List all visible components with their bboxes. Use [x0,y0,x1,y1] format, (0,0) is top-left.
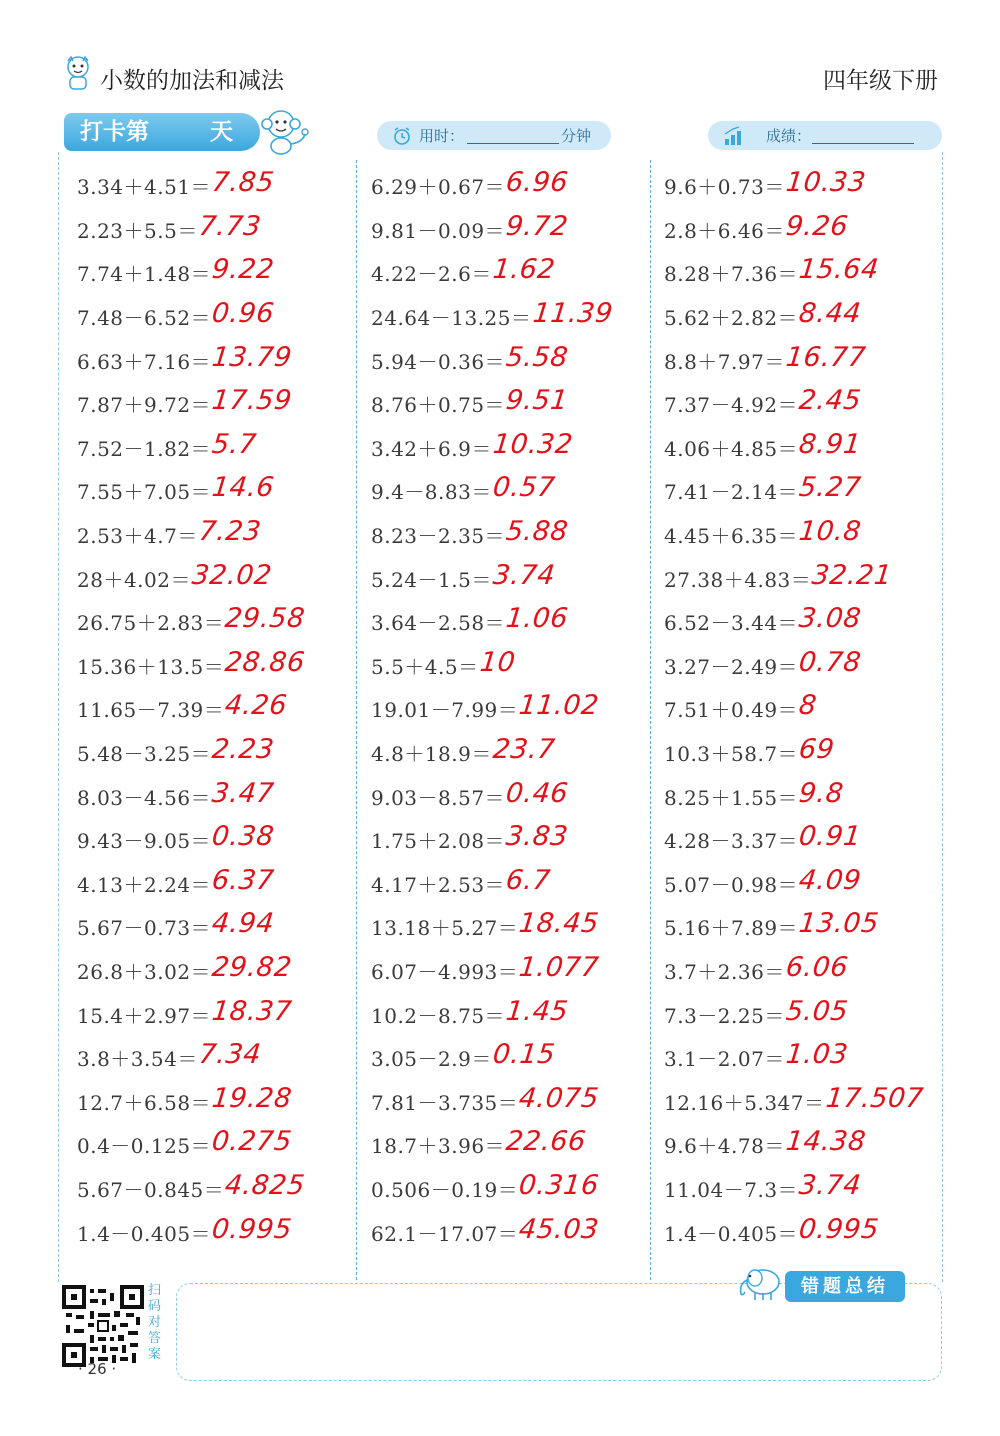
handwritten-answer[interactable]: 1.06 [504,603,570,635]
time-unit: 分钟 [561,127,592,145]
handwritten-answer[interactable]: 4.94 [210,908,276,940]
page-title: 小数的加法和减法 [100,68,284,94]
handwritten-answer[interactable]: 6.37 [210,864,276,896]
problem-text: 7.74＋1.48＝ [77,262,212,287]
problem-text: 6.29＋0.67＝ [371,175,506,200]
handwritten-answer[interactable]: 5.27 [797,472,863,504]
handwritten-answer[interactable]: 19.28 [210,1082,294,1114]
problem-text: 7.41－2.14＝ [664,480,799,505]
problem-row [664,1079,954,1123]
problem-text: 7.52－1.82＝ [77,436,212,461]
problem-row [371,382,661,426]
handwritten-answer[interactable]: 10 [477,646,517,678]
problem-row [664,513,954,557]
problem-row [371,1167,661,1211]
problem-row [371,338,661,382]
problem-text: 9.03－8.57＝ [371,785,506,810]
problem-row [664,687,954,731]
problem-text: 27.38＋4.83＝ [664,567,812,592]
handwritten-answer[interactable]: 5.58 [504,341,570,373]
handwritten-answer[interactable]: 13.79 [210,341,294,373]
problem-text: 1.75＋2.08＝ [371,829,506,854]
problem-text: 24.64－13.25＝ [371,306,532,331]
problem-row [664,992,954,1036]
problem-row [371,862,661,906]
handwritten-answer[interactable]: 0.995 [797,1213,881,1245]
handwritten-answer[interactable]: 8 [797,690,819,722]
handwritten-answer[interactable]: 16.77 [784,341,868,373]
grade-label: 四年级下册 [823,68,938,94]
handwritten-answer[interactable]: 9.51 [504,385,570,417]
monkey-icon [255,104,311,156]
problem-row [371,1036,661,1080]
handwritten-answer[interactable]: 29.58 [223,603,307,635]
clock-icon [392,126,412,146]
handwritten-answer[interactable]: 4.26 [223,690,290,722]
problem-text: 4.8＋18.9＝ [371,742,492,767]
score-field [708,121,942,150]
handwritten-answer[interactable]: 23.7 [491,734,557,766]
problem-row [664,1036,954,1080]
problem-text: 7.81－3.735＝ [371,1090,519,1115]
problem-row [664,600,954,644]
problem-text: 9.6＋4.78＝ [664,1134,785,1159]
handwritten-answer[interactable]: 0.46 [504,777,570,809]
problem-text: 4.28－3.37＝ [664,829,799,854]
handwritten-answer[interactable]: 0.38 [210,821,276,853]
problem-row [77,295,367,339]
problem-row [77,949,367,993]
handwritten-answer[interactable]: 22.66 [504,1126,588,1158]
problem-text: 8.28＋7.36＝ [664,262,799,287]
problem-row [371,1123,661,1167]
problem-text: 13.18＋5.27＝ [371,916,519,941]
handwritten-answer[interactable]: 15.64 [797,254,881,286]
problem-row [664,251,954,295]
handwritten-answer[interactable]: 9.22 [210,254,276,286]
problem-row [664,208,954,252]
problem-row [77,251,367,295]
problem-text: 4.22－2.6＝ [371,262,492,287]
problem-text: 7.48－6.52＝ [77,306,212,331]
problem-text: 5.62＋2.82＝ [664,306,799,331]
problem-text: 5.67－0.845＝ [77,1177,225,1202]
problem-text: 2.8＋6.46＝ [664,218,785,243]
problem-text: 8.8＋7.97＝ [664,349,785,374]
problem-row [77,513,367,557]
problem-text: 6.07－4.993＝ [371,959,519,984]
problem-row [77,862,367,906]
problem-text: 26.8＋3.02＝ [77,959,212,984]
time-label: 用时： [419,127,465,145]
problem-text: 18.7＋3.96＝ [371,1134,506,1159]
problem-text: 4.17＋2.53＝ [371,872,506,897]
handwritten-answer[interactable]: 4.09 [797,864,863,896]
problem-text: 15.4＋2.97＝ [77,1003,212,1028]
qr-code[interactable] [62,1285,144,1367]
handwritten-answer[interactable]: 3.74 [491,559,557,591]
problem-text: 19.01－7.99＝ [371,698,519,723]
problem-text: 0.4－0.125＝ [77,1134,212,1159]
handwritten-answer[interactable]: 14.38 [784,1126,868,1158]
problem-text: 11.04－7.3＝ [664,1177,799,1202]
problem-row [664,1210,954,1254]
handwritten-answer[interactable]: 69 [797,734,837,766]
problem-row [77,469,367,513]
handwritten-answer[interactable]: 5.88 [504,516,570,548]
problem-row [664,382,954,426]
problem-row [371,513,661,557]
problem-row [664,949,954,993]
handwritten-answer[interactable]: 1.45 [504,995,570,1027]
problem-column-2 [371,164,661,1254]
problem-text: 3.05－2.9＝ [371,1047,492,1072]
mascot-icon [62,55,94,91]
checkin-badge [64,113,260,151]
problem-row [77,992,367,1036]
checkin-label: 打卡第 [80,119,149,145]
problem-row [371,949,661,993]
handwritten-answer[interactable]: 5.05 [784,995,850,1027]
problem-row [664,774,954,818]
problem-column-3 [664,164,954,1254]
problem-row [77,382,367,426]
problem-row [77,1079,367,1123]
problem-text: 4.45＋6.35＝ [664,524,799,549]
problem-text: 28＋4.02＝ [77,567,191,592]
handwritten-answer[interactable]: 10.33 [784,167,868,199]
handwritten-answer[interactable]: 3.47 [210,777,276,809]
problem-row [77,600,367,644]
handwritten-answer[interactable]: 7.85 [210,167,276,199]
problem-row [664,295,954,339]
problem-text: 1.4－0.405＝ [664,1221,799,1246]
handwritten-answer[interactable]: 3.74 [797,1169,863,1201]
problem-row [371,208,661,252]
handwritten-answer[interactable]: 0.275 [210,1126,294,1158]
handwritten-answer[interactable]: 7.73 [197,210,263,242]
handwritten-answer[interactable]: 3.08 [797,603,863,635]
handwritten-answer[interactable]: 2.23 [210,734,276,766]
problem-text: 5.48－3.25＝ [77,742,212,767]
problem-row [371,1079,661,1123]
problem-text: 7.55＋7.05＝ [77,480,212,505]
problem-text: 5.07－0.98＝ [664,872,799,897]
problem-row [77,774,367,818]
problem-row [77,338,367,382]
handwritten-answer[interactable]: 10.32 [491,428,575,460]
handwritten-answer[interactable]: 0.96 [210,298,276,330]
problem-row [371,556,661,600]
problem-text: 3.42＋6.9＝ [371,436,492,461]
problem-text: 7.3－2.25＝ [664,1003,785,1028]
problem-text: 15.36＋13.5＝ [77,654,225,679]
score-label: 成绩： [766,127,812,145]
handwritten-answer[interactable]: 9.8 [797,777,846,809]
frame-border-left [58,152,59,1282]
problem-text: 4.06＋4.85＝ [664,436,799,461]
handwritten-answer[interactable]: 11.02 [517,690,601,722]
problem-row [371,1210,661,1254]
page-number: · 26 · [78,1360,117,1378]
problem-text: 9.81－0.09＝ [371,218,506,243]
problem-row [664,1123,954,1167]
problem-column-1 [77,164,367,1254]
problem-text: 62.1－17.07＝ [371,1221,519,1246]
problem-row [371,600,661,644]
handwritten-answer[interactable]: 18.37 [210,995,294,1027]
elephant-icon [733,1262,789,1302]
problem-row [371,905,661,949]
problem-text: 8.03－4.56＝ [77,785,212,810]
handwritten-answer[interactable]: 5.7 [210,428,259,460]
problem-text: 3.7＋2.36＝ [664,959,785,984]
handwritten-answer[interactable]: 1.03 [784,1039,850,1071]
problem-text: 6.63＋7.16＝ [77,349,212,374]
problem-text: 12.16＋5.347＝ [664,1090,825,1115]
handwritten-answer[interactable]: 6.96 [504,167,570,199]
problem-row [77,556,367,600]
time-blank[interactable] [467,143,559,144]
problem-row [371,295,661,339]
handwritten-answer[interactable]: 2.45 [797,385,863,417]
problem-text: 3.1－2.07＝ [664,1047,785,1072]
problem-text: 3.27－2.49＝ [664,654,799,679]
problem-row [371,774,661,818]
problem-text: 6.52－3.44＝ [664,611,799,636]
handwritten-answer[interactable]: 3.83 [504,821,570,853]
handwritten-answer[interactable]: 9.26 [784,210,850,242]
handwritten-answer[interactable]: 32.02 [190,559,274,591]
handwritten-answer[interactable]: 29.82 [210,951,294,983]
checkin-day: 天 [210,119,233,145]
handwritten-answer[interactable]: 45.03 [517,1213,601,1245]
handwritten-answer[interactable]: 0.91 [797,821,863,853]
problem-text: 9.4－8.83＝ [371,480,492,505]
handwritten-answer[interactable]: 0.995 [210,1213,294,1245]
problem-text: 2.23＋5.5＝ [77,218,198,243]
handwritten-answer[interactable]: 1.077 [517,951,601,983]
handwritten-answer[interactable]: 6.06 [784,951,850,983]
problem-text: 1.4－0.405＝ [77,1221,212,1246]
problem-row [371,426,661,470]
handwritten-answer[interactable]: 28.86 [223,646,307,678]
handwritten-answer[interactable]: 9.72 [504,210,570,242]
qr-caption: 扫码对答案 [148,1283,162,1362]
handwritten-answer[interactable]: 8.44 [797,298,863,330]
handwritten-answer[interactable]: 8.91 [797,428,863,460]
problem-text: 5.94－0.36＝ [371,349,506,374]
handwritten-answer[interactable]: 14.6 [210,472,276,504]
problem-text: 7.51＋0.49＝ [664,698,799,723]
handwritten-answer[interactable]: 17.507 [823,1082,925,1114]
problem-row [77,1167,367,1211]
problem-row [664,1167,954,1211]
problem-text: 8.23－2.35＝ [371,524,506,549]
handwritten-answer[interactable]: 1.62 [491,254,557,286]
time-field [377,121,611,150]
handwritten-answer[interactable]: 6.7 [504,864,553,896]
handwritten-answer[interactable]: 10.8 [797,516,863,548]
problem-row [77,644,367,688]
problem-text: 10.3＋58.7＝ [664,742,799,767]
problem-row [77,731,367,775]
problem-text: 5.16＋7.89＝ [664,916,799,941]
mistake-summary-label: 错题总结 [785,1271,905,1302]
handwritten-answer[interactable]: 17.59 [210,385,294,417]
handwritten-answer[interactable]: 18.45 [517,908,601,940]
handwritten-answer[interactable]: 0.78 [797,646,863,678]
handwritten-answer[interactable]: 0.57 [491,472,557,504]
problem-row [77,164,367,208]
problem-text: 12.7＋6.58＝ [77,1090,212,1115]
problem-text: 5.67－0.73＝ [77,916,212,941]
problem-row [664,644,954,688]
problem-text: 7.37－4.92＝ [664,393,799,418]
problem-row [77,818,367,862]
problem-text: 9.6＋0.73＝ [664,175,785,200]
problem-row [77,1210,367,1254]
problem-row [371,818,661,862]
problem-row [77,1123,367,1167]
handwritten-answer[interactable]: 32.21 [810,559,894,591]
problem-row [664,469,954,513]
problem-text: 2.53＋4.7＝ [77,524,198,549]
problem-row [371,992,661,1036]
problem-row [664,556,954,600]
problem-row [664,905,954,949]
problem-row [371,731,661,775]
problem-row [77,426,367,470]
problem-text: 3.8＋3.54＝ [77,1047,198,1072]
problem-row [664,426,954,470]
problem-text: 26.75＋2.83＝ [77,611,225,636]
score-blank[interactable] [812,143,914,144]
problem-row [371,164,661,208]
problem-text: 10.2－8.75＝ [371,1003,506,1028]
problem-row [371,251,661,295]
problem-text: 11.65－7.39＝ [77,698,225,723]
handwritten-answer[interactable]: 0.316 [517,1169,601,1201]
problem-text: 3.64－2.58＝ [371,611,506,636]
problem-text: 9.43－9.05＝ [77,829,212,854]
chart-icon [723,126,743,146]
problem-text: 4.13＋2.24＝ [77,872,212,897]
problem-row [664,818,954,862]
handwritten-answer[interactable]: 4.075 [517,1082,601,1114]
problem-text: 8.25＋1.55＝ [664,785,799,810]
problem-text: 5.5＋4.5＝ [371,654,479,679]
problem-row [77,1036,367,1080]
handwritten-answer[interactable]: 13.05 [797,908,881,940]
handwritten-answer[interactable]: 11.39 [530,298,614,330]
handwritten-answer[interactable]: 0.15 [491,1039,557,1071]
problem-row [77,208,367,252]
handwritten-answer[interactable]: 4.825 [223,1169,307,1201]
problem-row [664,164,954,208]
problem-text: 5.24－1.5＝ [371,567,492,592]
problem-row [77,687,367,731]
problem-row [77,905,367,949]
problem-row [371,469,661,513]
problem-text: 8.76＋0.75＝ [371,393,506,418]
handwritten-answer[interactable]: 7.34 [197,1039,263,1071]
problem-text: 3.34＋4.51＝ [77,175,212,200]
problem-text: 0.506－0.19＝ [371,1177,519,1202]
problem-row [664,862,954,906]
problem-row [371,644,661,688]
problem-text: 7.87＋9.72＝ [77,393,212,418]
problem-row [664,338,954,382]
handwritten-answer[interactable]: 7.23 [197,516,263,548]
problem-row [371,687,661,731]
problem-row [664,731,954,775]
